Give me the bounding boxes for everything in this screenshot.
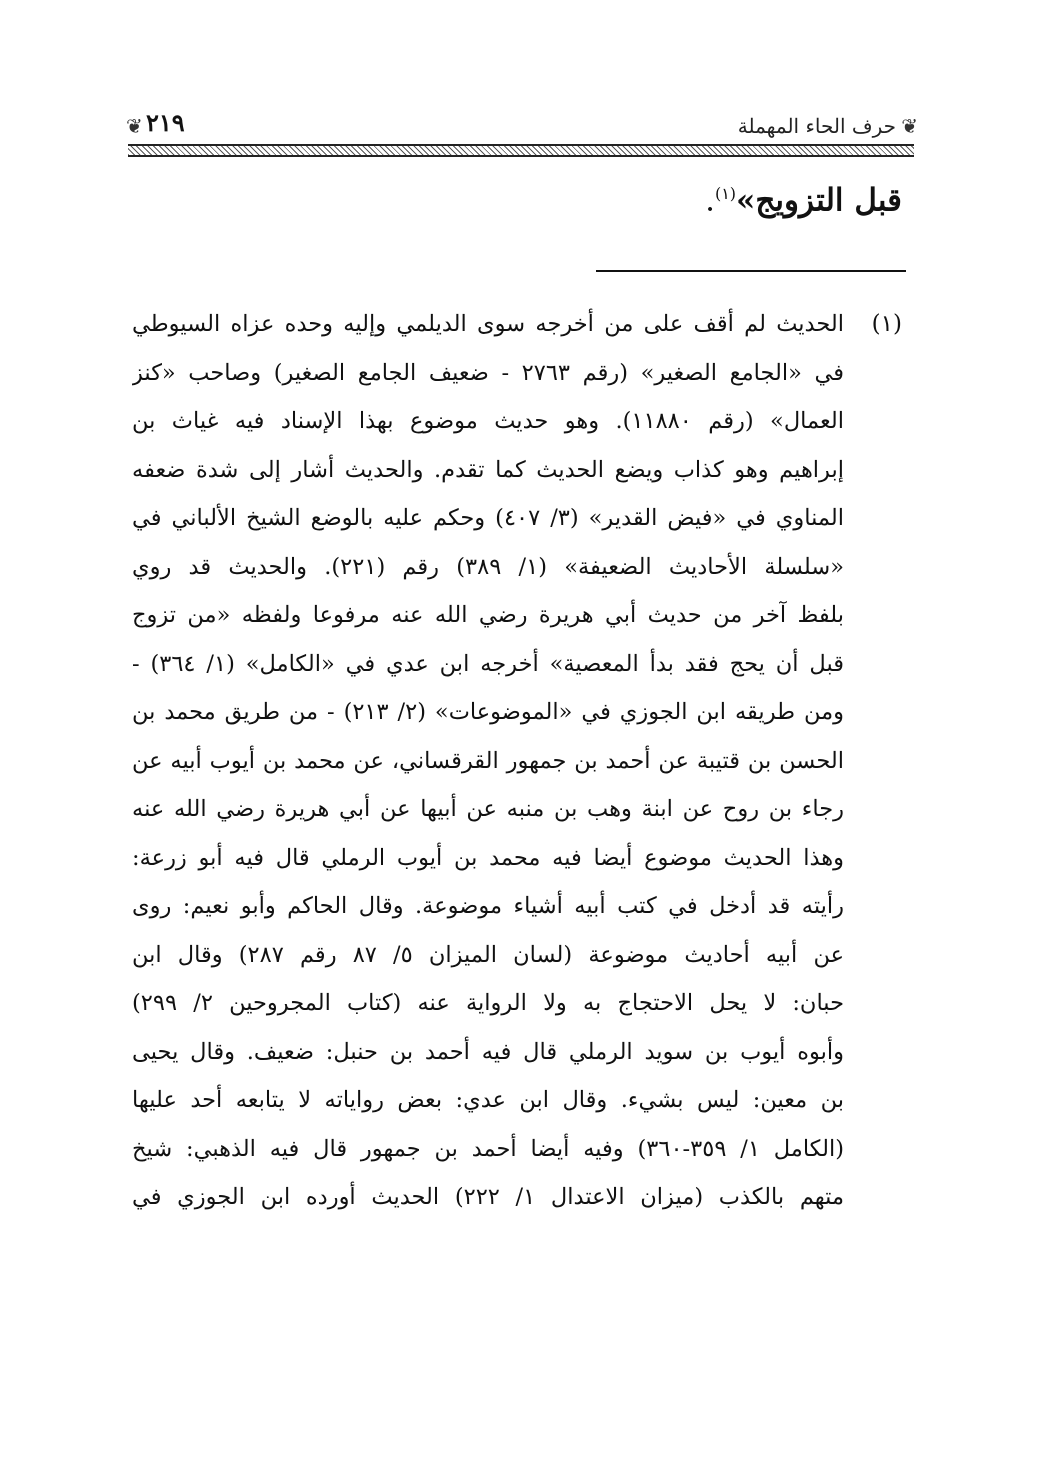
footnote-line: وأبوه أيوب بن سويد الرملي قال فيه أحمد بن حنبل: ضعيف. وقال يحيى (132, 1038, 844, 1065)
running-title: حرف الحاء المهملة (737, 114, 896, 138)
footnote-body (132, 300, 844, 1222)
header-border (128, 144, 914, 157)
footnote-line: رأيته قد أدخل في كتب أبيه أشياء موضوعة. وقال الحاكم وأبو نعيم: روى (132, 893, 844, 919)
footnote-line: (الكامل ١/ ٣٥٩-٣٦٠) وفيه أيضا أحمد بن جمهور قال فيه الذهبي: شيخ (132, 1135, 844, 1162)
footnote-line: بن معين: ليس بشيء. وقال ابن عدي: بعض رواياته لا يتابعه أحد عليها (132, 1087, 844, 1113)
footnote-line: وهذا الحديث موضوع أيضا فيه محمد بن أيوب الرملي قال فيه أبو زرعة: (132, 844, 844, 871)
footnote-line: العمال» (رقم ١١٨٨٠). وهو حديث موضوع بهذا الإسناد فيه غياث بن (132, 408, 844, 434)
footnote-line: في «الجامع الصغير» (رقم ٢٧٦٣ - ضعيف الجامع الصغير) وصاحب «كنز (132, 359, 844, 386)
footnote-line: الحديث لم أقف على من أخرجه سوى الديلمي وإليه وحده عزاه السيوطي (132, 311, 844, 337)
footnote-line: قبل أن يحج فقد بدأ المعصية» أخرجه ابن عدي في «الكامل» (١/ ٣٦٤) - (132, 650, 844, 677)
footnote-line: بلفظ آخر من حديث أبي هريرة رضي الله عنه مرفوعا ولفظه «من تزوج (132, 602, 844, 628)
main-text-closing-quote: » (736, 182, 756, 219)
footnote-line: ومن طريقه ابن الجوزي في «الموضوعات» (٢/ ٢١٣) - من طريق محمد بن (132, 699, 844, 725)
main-text-phrase: قبل التزويج (755, 182, 902, 219)
footnote-line: متهم بالكذب (ميزان الاعتدال ١/ ٢٢٢) الحديث أورده ابن الجوزي في (132, 1184, 844, 1210)
footnote-marker: (١) (871, 311, 902, 337)
page-number: ٢١٩ (146, 108, 185, 137)
footnote-line: الحسن بن قتيبة عن أحمد بن جمهور القرقساني، عن محمد بن أيوب أبيه عن (132, 747, 844, 774)
running-header (126, 104, 918, 160)
footnote-line: إبراهيم وهو كذاب ويضع الحديث كما تقدم. والحديث أشار إلى شدة ضعفه (132, 456, 844, 483)
main-text-period: . (705, 182, 715, 219)
footnote-line: حبان: لا يحل الاحتجاج به ولا الرواية عنه (كتاب المجروحين ٢/ ٢٩٩) (132, 990, 844, 1016)
header-ornament-left-icon: ❦ (126, 114, 143, 138)
header-ornament-right-icon: ❦ (901, 114, 918, 138)
main-text-line (705, 172, 902, 222)
footnote-line: المناوي في «فيض القدير» (٣/ ٤٠٧) وحكم عليه بالوضع الشيخ الألباني في (132, 505, 844, 531)
footnote-reference: (١) (714, 184, 737, 203)
footnote-line: رجاء بن روح عن ابنة وهب بن منبه عن أبيها عن أبي هريرة رضي الله عنه (132, 796, 844, 822)
footnote-separator (596, 270, 906, 272)
footnote-line: عن أبيه أحاديث موضوعة (لسان الميزان ٥/ ٨٧ رقم ٢٨٧) وقال ابن (132, 941, 844, 968)
footnote-line: «سلسلة الأحاديث الضعيفة» (١/ ٣٨٩) رقم (٢٢١). والحديث قد روي (132, 553, 844, 580)
